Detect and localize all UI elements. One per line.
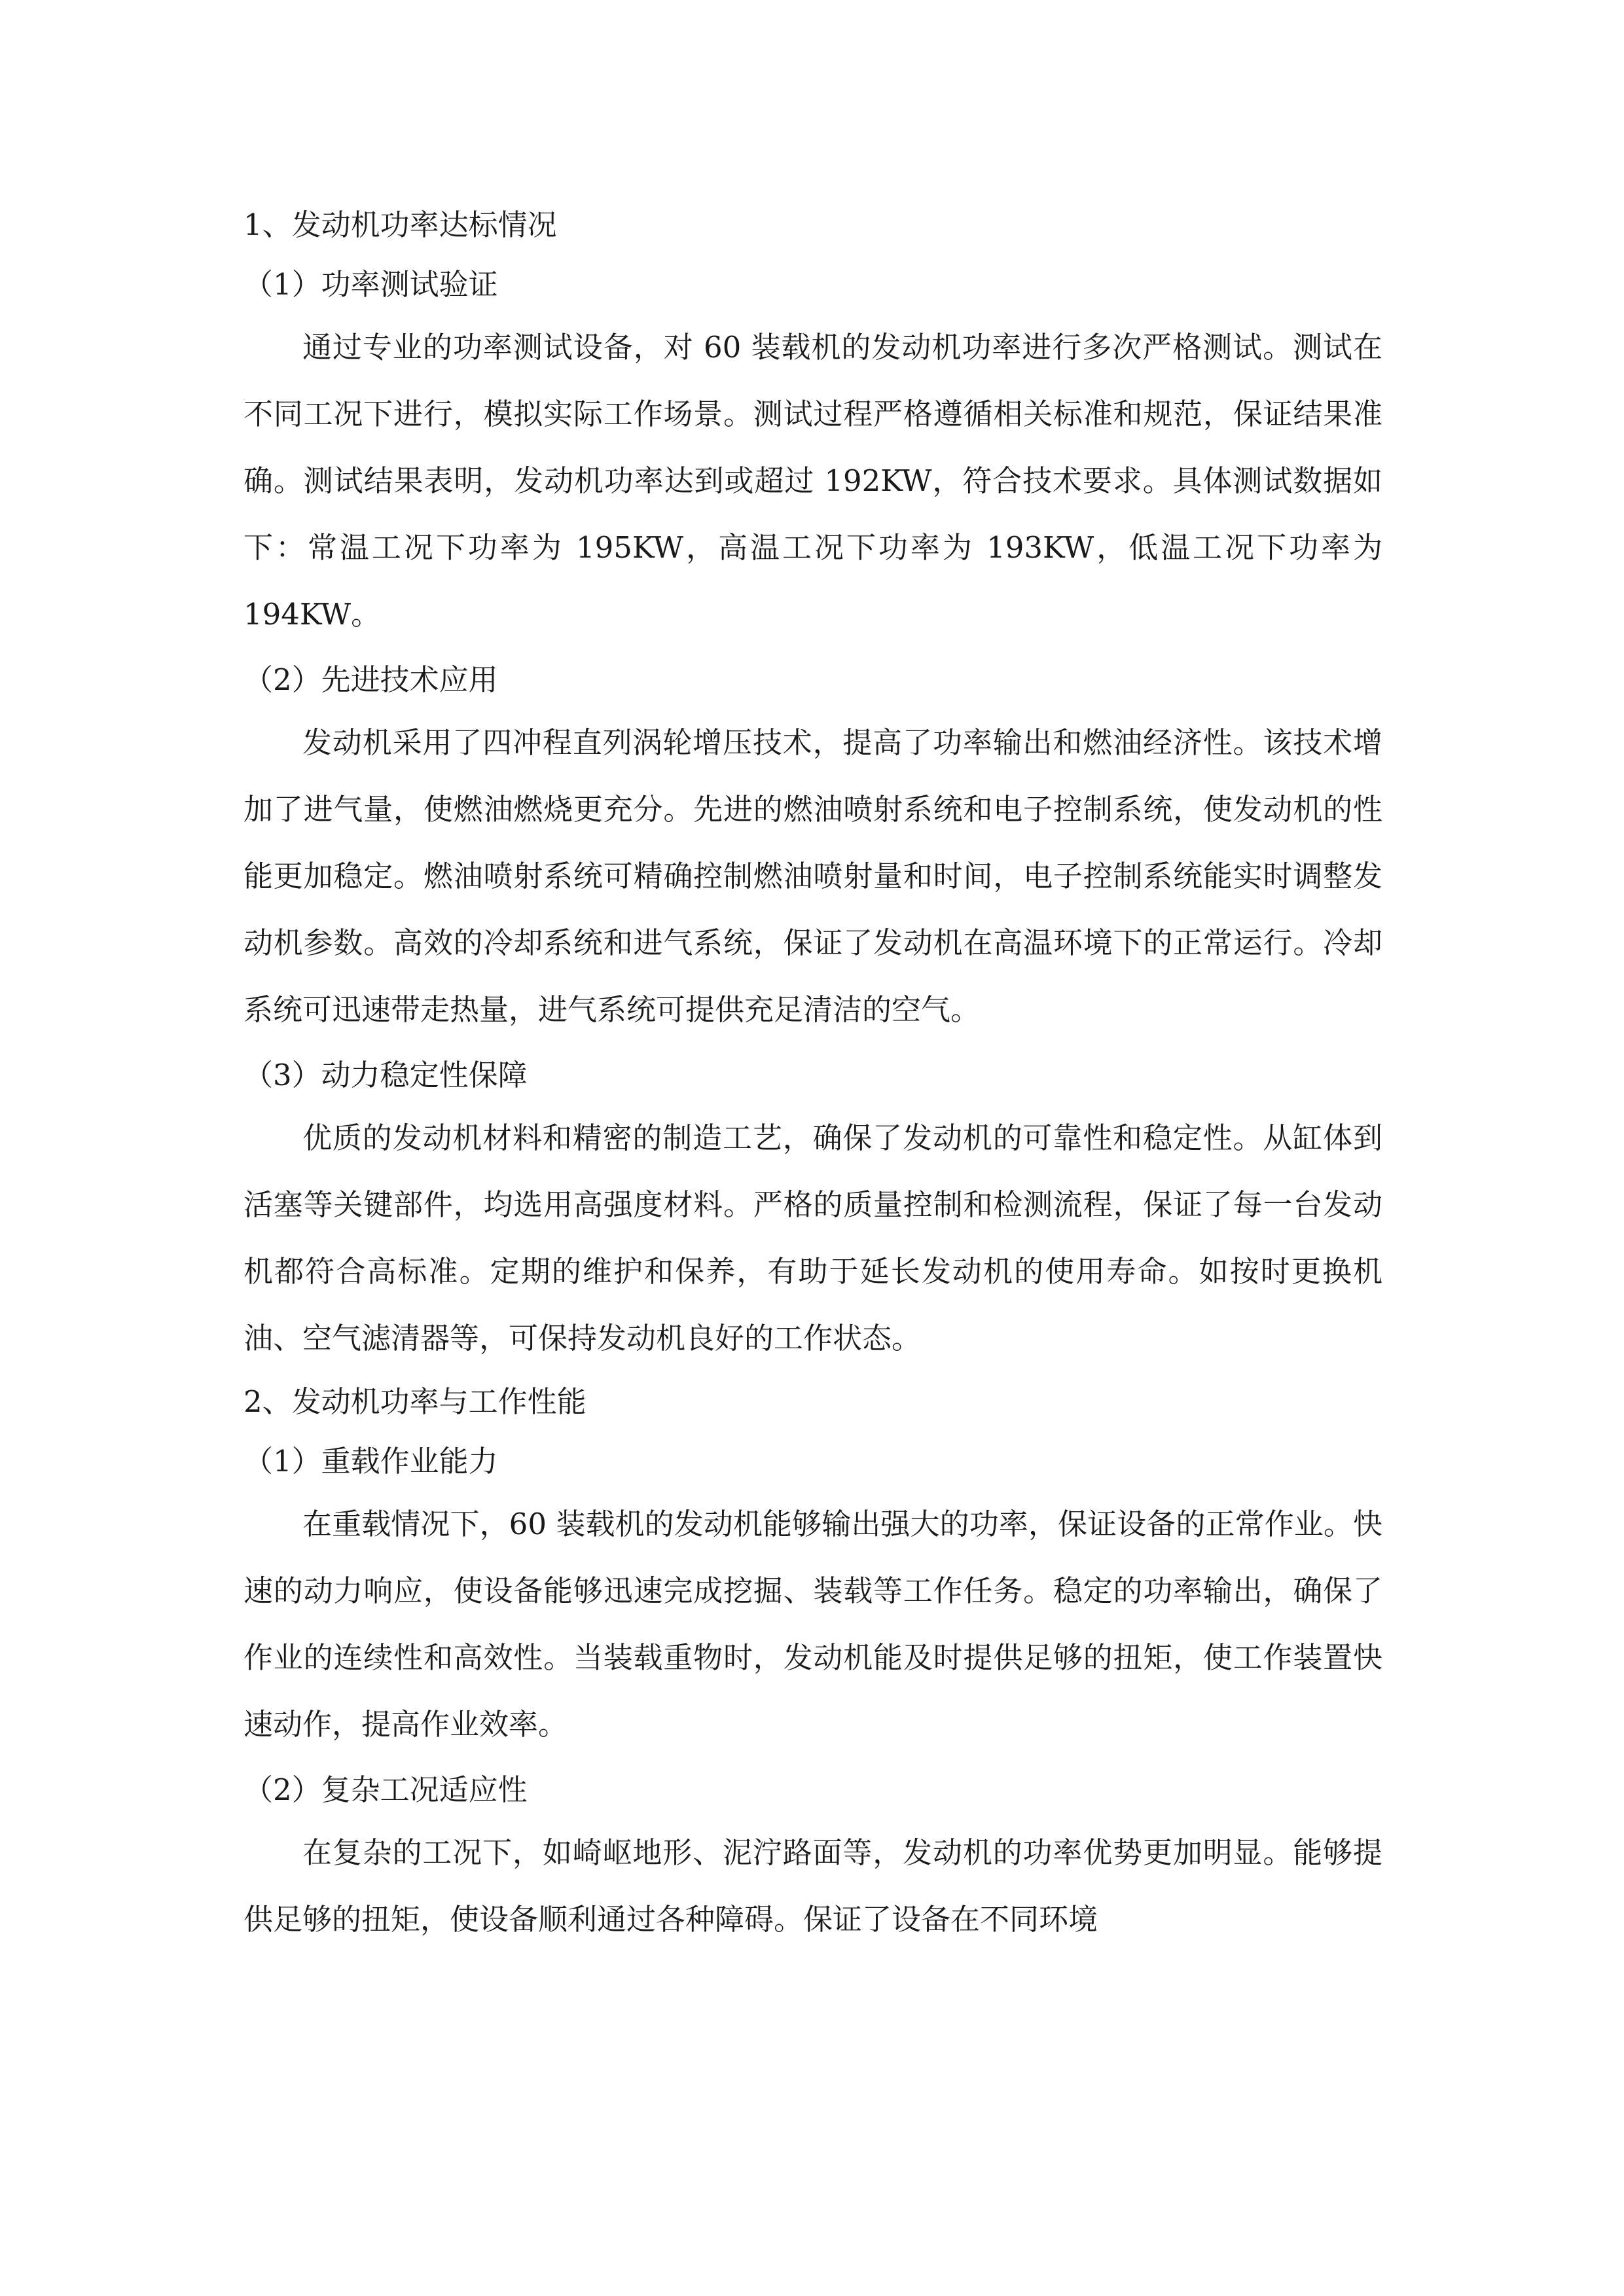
subsection-heading: （1）功率测试验证 [244, 267, 498, 302]
subsection-heading: （2）先进技术应用 [244, 662, 498, 698]
paragraph: 在复杂的工况下，如崎岖地形、泥泞路面等，发动机的功率优势更加明显。能够提供足够的扭矩，使设备顺利通过各种障碍。保证了设备在不同环境 [244, 1835, 1382, 1937]
paragraph: 优质的发动机材料和精密的制造工艺，确保了发动机的可靠性和稳定性。从缸体到活塞等关键部件，均选用高强度材料。严格的质量控制和检测流程，保证了每一台发动机都符合高标准。定期的维护和保养，有助于延长发动机的使用寿命。如按时更换机油、空气滤清器等，可保持发动机良好的工作状态。 [244, 1121, 1382, 1355]
paragraph: 在重载情况下，60 装载机的发动机能够输出强大的功率，保证设备的正常作业。快速的动力响应，使设备能够迅速完成挖掘、装载等工作任务。稳定的功率输出，确保了作业的连续性和高效性。当装载重物时，发动机能及时提供足够的扭矩，使工作装置快速动作，提高作业效率。 [244, 1507, 1382, 1742]
document-body [244, 195, 1382, 1953]
section-heading: 2、发动机功率与工作性能 [244, 1384, 586, 1420]
subsection-heading: （2）复杂工况适应性 [244, 1772, 528, 1808]
subsection-heading: （3）动力稳定性保障 [244, 1058, 528, 1093]
subsection-heading: （1）重载作业能力 [244, 1444, 498, 1479]
paragraph: 通过专业的功率测试设备，对 60 装载机的发动机功率进行多次严格测试。测试在不同工况下进行，模拟实际工作场景。测试过程严格遵循相关标准和规范，保证结果准确。测试结果表明，发动机功率达到或超过 192KW，符合技术要求。具体测试数据如下：常温工况下功率为 195KW，高温工况下功率为 193KW，低温工况下功率为 194KW。 [244, 330, 1382, 632]
section-heading: 1、发动机功率达标情况 [244, 207, 557, 243]
paragraph: 发动机采用了四冲程直列涡轮增压技术，提高了功率输出和燃油经济性。该技术增加了进气量，使燃油燃烧更充分。先进的燃油喷射系统和电子控制系统，使发动机的性能更加稳定。燃油喷射系统可精确控制燃油喷射量和时间，电子控制系统能实时调整发动机参数。高效的冷却系统和进气系统，保证了发动机在高温环境下的正常运行。冷却系统可迅速带走热量，进气系统可提供充足清洁的空气。 [244, 725, 1382, 1027]
